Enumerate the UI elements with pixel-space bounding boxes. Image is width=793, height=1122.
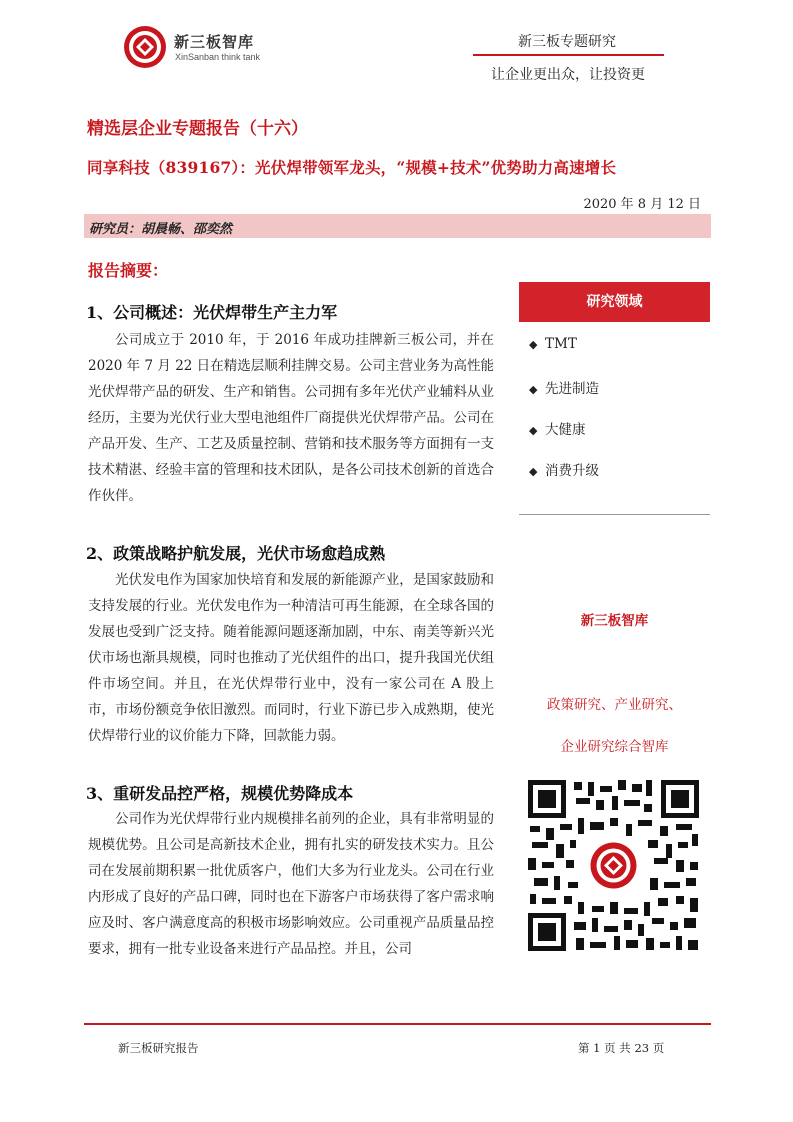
diamond-bullet-icon: ◆ (529, 383, 538, 396)
header-slogan: 让企业更出众，让投资更 (491, 67, 645, 83)
analyst-names: 研究员：胡晨畅、邵奕然 (89, 222, 233, 237)
report-title: 精选层企业专题报告（十六） (87, 119, 308, 139)
sidebar-brand: 新三板智库 (580, 613, 649, 629)
section-text-2: 光伏发电作为国家加快培育和发展的新能源产业，是国家鼓励和支持发展的行业。光伏发电作为一种清洁可再生能源，在全球各国的发展也受到广泛支持。随着能源问题逐渐加剧，中东、南美等新兴光伏市场也渐具规模，同时也推动了光伏组件的出口，提升我国光伏组件市场空间。并且，在光伏焊带行业中，没有一家公司在 A 股上市，市场份额竞争依旧激烈。而同时，行业下游已步入成熟期，使光伏焊带行业的议价能力下降，回款能力弱。 (88, 572, 494, 744)
section-text-1: 公司成立于 2010 年，于 2016 年成功挂牌新三板公司，并在 2020 年 7 月 22 日在精选层顺利挂牌交易。公司主营业务为高性能光伏焊带产品的研发、生产和销售。公司拥有多年光伏产业辅料从业经历，主要为光伏行业大型电池组件厂商提供光伏焊带产品。公司在产品开发、生产、工艺及质量控制、营销和技术服务等方面拥有一支技术精湛、经验丰富的管理和技术团队，是各公司技术创新的首选合作伙伴。 (88, 332, 494, 504)
research-area-item: ◆ 大健康 (529, 422, 586, 438)
header-divider (473, 54, 664, 56)
research-area-item: ◆ 先进制造 (529, 381, 599, 397)
logo-mark-icon (122, 24, 168, 70)
section-heading-2: 2、政策战略护航发展，光伏市场愈趋成熟 (86, 544, 386, 563)
brand-logo (122, 24, 292, 70)
qr-code-icon (526, 778, 701, 953)
analyst-band (84, 214, 711, 238)
section-heading-1: 1、公司概述：光伏焊带生产主力军 (86, 303, 338, 322)
footer-divider (84, 1023, 711, 1025)
research-areas-heading: 研究领域 (519, 282, 710, 322)
footer-page-number: 第 1 页 共 23 页 (578, 1041, 665, 1055)
logo-name-cn: 新三板智库 (174, 33, 255, 51)
sidebar-description-1: 政策研究、产业研究、 (547, 697, 682, 713)
report-date: 2020 年 8 月 12 日 (583, 197, 701, 212)
diamond-bullet-icon: ◆ (529, 338, 538, 351)
abstract-heading: 报告摘要： (88, 261, 169, 280)
diamond-bullet-icon: ◆ (529, 465, 538, 478)
research-area-item: ◆ TMT (529, 336, 577, 352)
sidebar-description-2: 企业研究综合智库 (560, 739, 669, 755)
diamond-bullet-icon: ◆ (529, 424, 538, 437)
logo-name-en: XinSanban think tank (175, 52, 261, 62)
footer-report-name: 新三板研究报告 (118, 1041, 199, 1055)
header-title: 新三板专题研究 (518, 34, 616, 50)
section-heading-3: 3、重研发品控严格，规模优势降成本 (86, 784, 354, 803)
sidebar-divider (519, 514, 710, 515)
section-text-3: 公司作为光伏焊带行业内规模排名前列的企业，具有非常明显的规模优势。且公司是高新技术企业，拥有扎实的研发技术实力。且公司在发展前期积累一批优质客户，他们大多为行业龙头。公司在行业内形成了良好的产品口碑，同时也在下游客户市场获得了客户需求响应及时、客户满意度高的积极市场影响效应。公司重视产品质量品控要求，拥有一批专业设备来进行产品品控。并且，公司 (88, 811, 494, 957)
report-subtitle: 同享科技（839167）：光伏焊带领军龙头，“规模+技术”优势助力高速增长 (87, 158, 617, 177)
research-area-item: ◆ 消费升级 (529, 463, 599, 479)
